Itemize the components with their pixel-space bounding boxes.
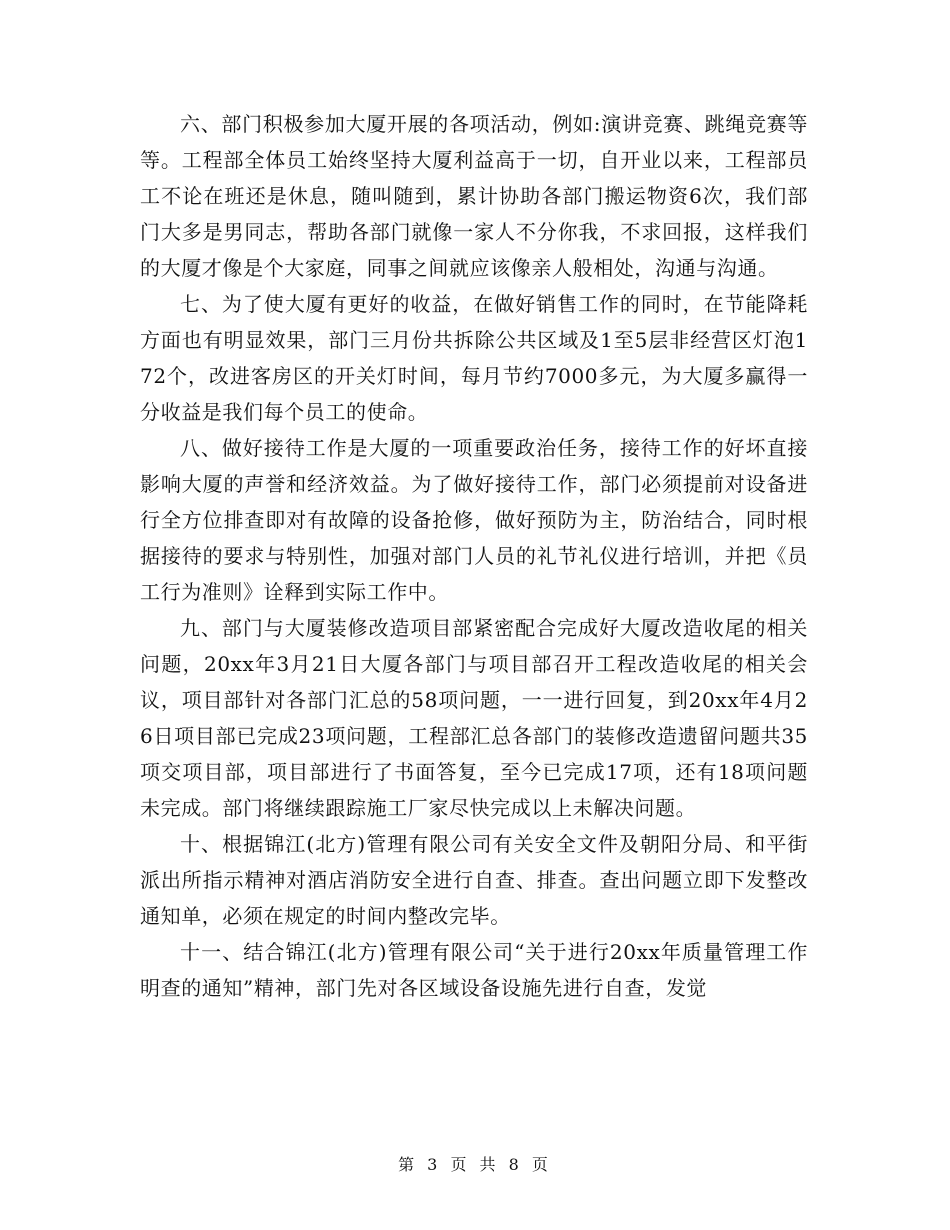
paragraph-8: 八、做好接待工作是大厦的一项重要政治任务，接待工作的好坏直接影响大厦的声誉和经济效益。为了做好接待工作，部门必须提前对设备进行全方位排查即对有故障的设备抢修，做好预防为主，防治结合，同时根据接待的要求与特别性，加强对部门人员的礼节礼仪进行培训，并把《员工行为准则》诠释到实际工作中。 (140, 436, 808, 604)
paragraph-7: 七、为了使大厦有更好的收益，在做好销售工作的同时，在节能降耗方面也有明显效果，部门三月份共拆除公共区域及1至5层非经营区灯泡172个，改进客房区的开关灯时间，每月节约7000多元，为大厦多赢得一分收益是我们每个员工的使命。 (140, 292, 808, 424)
paragraph-9: 九、部门与大厦装修改造项目部紧密配合完成好大厦改造收尾的相关问题，20xx年3月21日大厦各部门与项目部召开工程改造收尾的相关会议，项目部针对各部门汇总的58项问题，一一进行回复，到20xx年4月26日项目部已完成23项问题，工程部汇总各部门的装修改造遗留问题共35项交项目部，项目部进行了书面答复，至今已完成17项，还有18项问题未完成。部门将继续跟踪施工厂家尽快完成以上未解决问题。 (140, 616, 808, 820)
page-footer: 第 3 页 共 8 页 (398, 1155, 552, 1174)
paragraph-6: 六、部门积极参加大厦开展的各项活动，例如:演讲竞赛、跳绳竞赛等等。工程部全体员工始终坚持大厦利益高于一切，自开业以来，工程部员工不论在班还是休息，随叫随到，累计协助各部门搬运物资6次，我们部门大多是男同志，帮助各部门就像一家人不分你我，不求回报，这样我们的大厦才像是个大家庭，同事之间就应该像亲人般相处，沟通与沟通。 (140, 112, 808, 280)
paragraph-10: 十、根据锦江(北方)管理有限公司有关安全文件及朝阳分局、和平街派出所指示精神对酒店消防安全进行自查、排查。查出问题立即下发整改通知单，必须在规定的时间内整改完毕。 (140, 832, 808, 928)
document-body (140, 106, 808, 1006)
paragraph-11: 十一、结合锦江(北方)管理有限公司“关于进行20xx年质量管理工作明查的通知”精神，部门先对各区域设备设施先进行自查，发觉 (140, 940, 808, 1000)
